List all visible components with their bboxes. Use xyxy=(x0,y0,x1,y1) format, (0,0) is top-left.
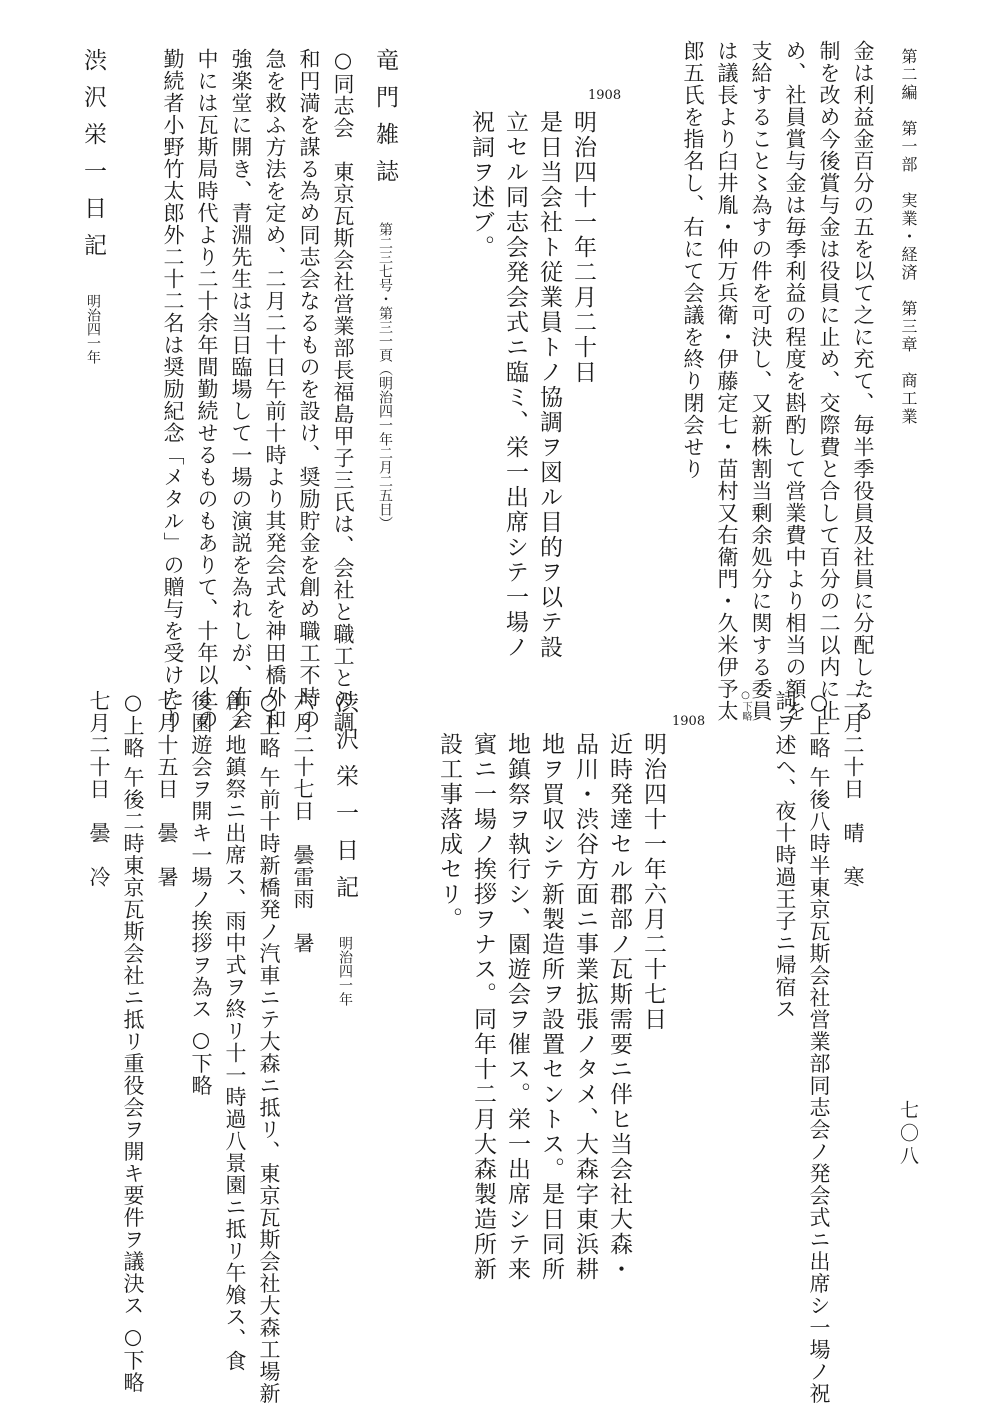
text-line: 祝詞ヲ述ブ。 xyxy=(468,110,494,260)
diary-body xyxy=(60,690,320,1405)
source-body xyxy=(150,48,360,733)
text-line: 金は利益金百分の五を以て之に充て、毎半季役員及社員に分配したる xyxy=(851,40,875,722)
text-line: ○上略 午後二時東京瓦斯会社ニ抵リ重役会ヲ開キ要件ヲ議決ス ○下略 xyxy=(121,690,145,1394)
diary-date: 七月十五日 曇 暑 xyxy=(155,690,179,888)
source-title: 渋沢栄一日記 xyxy=(80,48,106,270)
diary-date: 六月二十七日 曇雷雨 暑 xyxy=(291,690,315,954)
diary-date: 二月二十日 晴 寒 xyxy=(841,690,865,888)
text-line: ○上略 午前十時新橋発ノ汽車ニテ大森ニ抵リ、東京瓦斯会社大森工場新 xyxy=(257,690,281,1405)
text-line: 創ノ地鎮祭ニ出席ス、雨中式ヲ終リ十一時過八景園ニ抵リ午飧ス、食 xyxy=(223,690,247,1372)
text-line: 地ヲ買収シテ新製造所ヲ設置セントス。是日同所 xyxy=(538,732,564,1282)
text-line: ○同志会 東京瓦斯会社営業部長福島甲子三氏は、会社と職工との調 xyxy=(331,48,355,733)
text-line: 強楽堂に開き、青淵先生は当日臨場して一場の演説を為れしが、右会 xyxy=(229,48,253,730)
text-line: 立セル同志会発会式ニ臨ミ、栄一出席シテ一場ノ xyxy=(502,110,528,660)
text-line: 中には瓦斯局時代より二十余年間勤続せるものもありて、十年以上の xyxy=(195,48,219,730)
diary-entry xyxy=(770,690,870,1405)
text-line: は議長より臼井胤・仲万兵衛・伊藤定七・苗村又右衛門・久米伊予太 xyxy=(715,40,739,722)
source-title-row xyxy=(70,48,110,648)
page-number: 七〇八 xyxy=(897,1100,919,1169)
source-reference: 明治四一年 xyxy=(85,294,101,364)
source-title: 渋沢栄一日記 xyxy=(332,690,358,912)
text-line: 賓ニ一場ノ挨拶ヲナス。同年十二月大森製造所新 xyxy=(470,732,496,1282)
entry-date: 明治四十一年二月二十日 xyxy=(570,110,596,385)
omission-mark: ○下略 xyxy=(740,690,751,721)
text-line: 急を救ふ方法を定め、二月二十日午前十時より其発会式を神田橋外和 xyxy=(263,48,287,730)
text-line: 詞ヲ述ヘ、夜十時過王子ニ帰宿ス xyxy=(773,690,797,1020)
text-line: め、社員賞与金は毎季利益の程度を斟酌して営業費中より相当の額を xyxy=(783,40,807,722)
text-line: 是日当会社ト従業員トノ協調ヲ図ル目的ヲ以テ設 xyxy=(536,110,562,660)
source-reference: 第二三七号・第三一頁（明治四一年二月二五日） xyxy=(377,222,393,530)
text-line: 和円満を謀る為め同志会なるものを設け、奨励貯金を創め職工不時の xyxy=(297,48,321,730)
text-line: 郎五氏を指名し、右にて会議を終り閉会せり xyxy=(681,40,705,480)
source-title-row xyxy=(362,48,402,648)
text-line: 支給すること〻為すの件を可決し、又新株割当剰余処分に関する委員 xyxy=(749,40,773,722)
entry-year: 1908 xyxy=(588,88,622,103)
source-title-row xyxy=(322,690,362,1310)
entry-year: 1908 xyxy=(672,714,706,729)
entry-date: 明治四十一年六月二十七日 xyxy=(640,732,666,1032)
source-title: 竜門雑誌 xyxy=(372,48,398,196)
text-line: 設工事落成セリ。 xyxy=(436,732,462,932)
entry-heading xyxy=(430,110,600,670)
text-line: 地鎮祭ヲ執行シ、園遊会ヲ催ス。栄一出席シテ来 xyxy=(504,732,530,1282)
text-line: 近時発達セル郡部ノ瓦斯需要ニ伴ヒ当会社大森・ xyxy=(606,732,632,1282)
source-reference: 明治四一年 xyxy=(337,936,353,1006)
text-line: 後園遊会ヲ開キ一場ノ挨拶ヲ為ス ○下略 xyxy=(189,690,213,1097)
entry-heading xyxy=(410,732,670,1332)
text-line: 品川・渋谷方面ニ事業拡張ノタメ、大森字東浜耕 xyxy=(572,732,598,1282)
diary-date: 七月二十日 曇 冷 xyxy=(87,690,111,888)
text-line: 制を改め今後賞与金は役員に止め、交際費と合して百分の二以内に止 xyxy=(817,40,841,722)
text-line: 勤続者小野竹太郎外二十二名は奨励紀念「メタル」の贈与を受けたり xyxy=(161,48,185,730)
running-header: 第二編 第一部 実業・経済 第三章 商工業 xyxy=(899,48,918,426)
text-line: ○上略 午後八時半東京瓦斯会社営業部同志会ノ発会式ニ出席シ一場ノ祝 xyxy=(807,690,831,1405)
